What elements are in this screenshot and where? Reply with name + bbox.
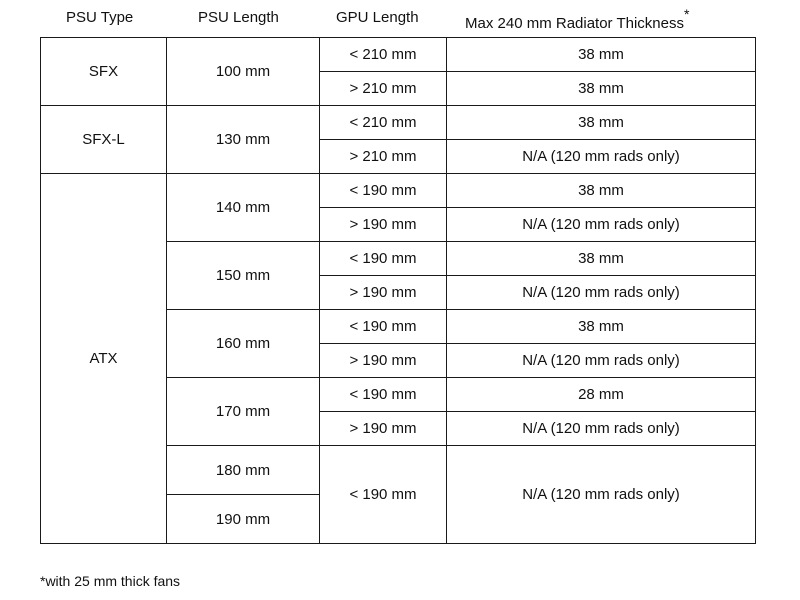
table-row	[41, 174, 756, 208]
psu-length-cell: 190 mm	[167, 495, 320, 544]
gpu-length-cell: > 190 mm	[320, 208, 447, 242]
gpu-length-cell: > 210 mm	[320, 72, 447, 106]
psu-type-cell: SFX-L	[41, 106, 167, 174]
gpu-length-cell: > 210 mm	[320, 140, 447, 174]
gpu-length-cell: < 190 mm	[320, 378, 447, 412]
radiator-thickness-cell: 38 mm	[447, 72, 756, 106]
gpu-length-cell: < 190 mm	[320, 446, 447, 544]
psu-length-cell: 130 mm	[167, 106, 320, 174]
radiator-thickness-cell: 28 mm	[447, 378, 756, 412]
gpu-length-cell: > 190 mm	[320, 344, 447, 378]
radiator-thickness-cell: N/A (120 mm rads only)	[447, 140, 756, 174]
radiator-thickness-cell: N/A (120 mm rads only)	[447, 208, 756, 242]
footnote: *with 25 mm thick fans	[40, 573, 181, 589]
radiator-thickness-cell: 38 mm	[447, 310, 756, 344]
header-psu-length: PSU Length	[198, 9, 279, 26]
psu-length-cell: 180 mm	[167, 446, 320, 495]
gpu-length-cell: > 190 mm	[320, 412, 447, 446]
psu-length-cell: 170 mm	[167, 378, 320, 446]
gpu-length-cell: < 190 mm	[320, 174, 447, 208]
header-psu-type: PSU Type	[66, 9, 134, 26]
radiator-thickness-cell: N/A (120 mm rads only)	[447, 412, 756, 446]
psu-type-cell: ATX	[41, 174, 167, 544]
gpu-length-cell: < 210 mm	[320, 38, 447, 72]
header-gpu-length: GPU Length	[336, 9, 419, 26]
asterisk-marker: *	[683, 6, 690, 22]
gpu-length-cell: > 190 mm	[320, 276, 447, 310]
compatibility-table	[40, 37, 756, 544]
radiator-thickness-cell: 38 mm	[447, 242, 756, 276]
psu-length-cell: 100 mm	[167, 38, 320, 106]
gpu-length-cell: < 190 mm	[320, 242, 447, 276]
psu-length-cell: 140 mm	[167, 174, 320, 242]
radiator-thickness-cell: N/A (120 mm rads only)	[447, 344, 756, 378]
table-header-row	[0, 0, 800, 38]
header-max-radiator-label: Max 240 mm Radiator Thickness	[465, 15, 684, 32]
header-max-radiator-thickness	[465, 6, 690, 32]
radiator-thickness-cell: N/A (120 mm rads only)	[447, 276, 756, 310]
psu-type-cell: SFX	[41, 38, 167, 106]
radiator-thickness-cell: 38 mm	[447, 174, 756, 208]
table-row	[41, 106, 756, 140]
radiator-thickness-cell: N/A (120 mm rads only)	[447, 446, 756, 544]
radiator-thickness-cell: 38 mm	[447, 106, 756, 140]
psu-length-cell: 150 mm	[167, 242, 320, 310]
gpu-length-cell: < 210 mm	[320, 106, 447, 140]
psu-length-cell: 160 mm	[167, 310, 320, 378]
table-row	[41, 38, 756, 72]
radiator-thickness-cell: 38 mm	[447, 38, 756, 72]
gpu-length-cell: < 190 mm	[320, 310, 447, 344]
